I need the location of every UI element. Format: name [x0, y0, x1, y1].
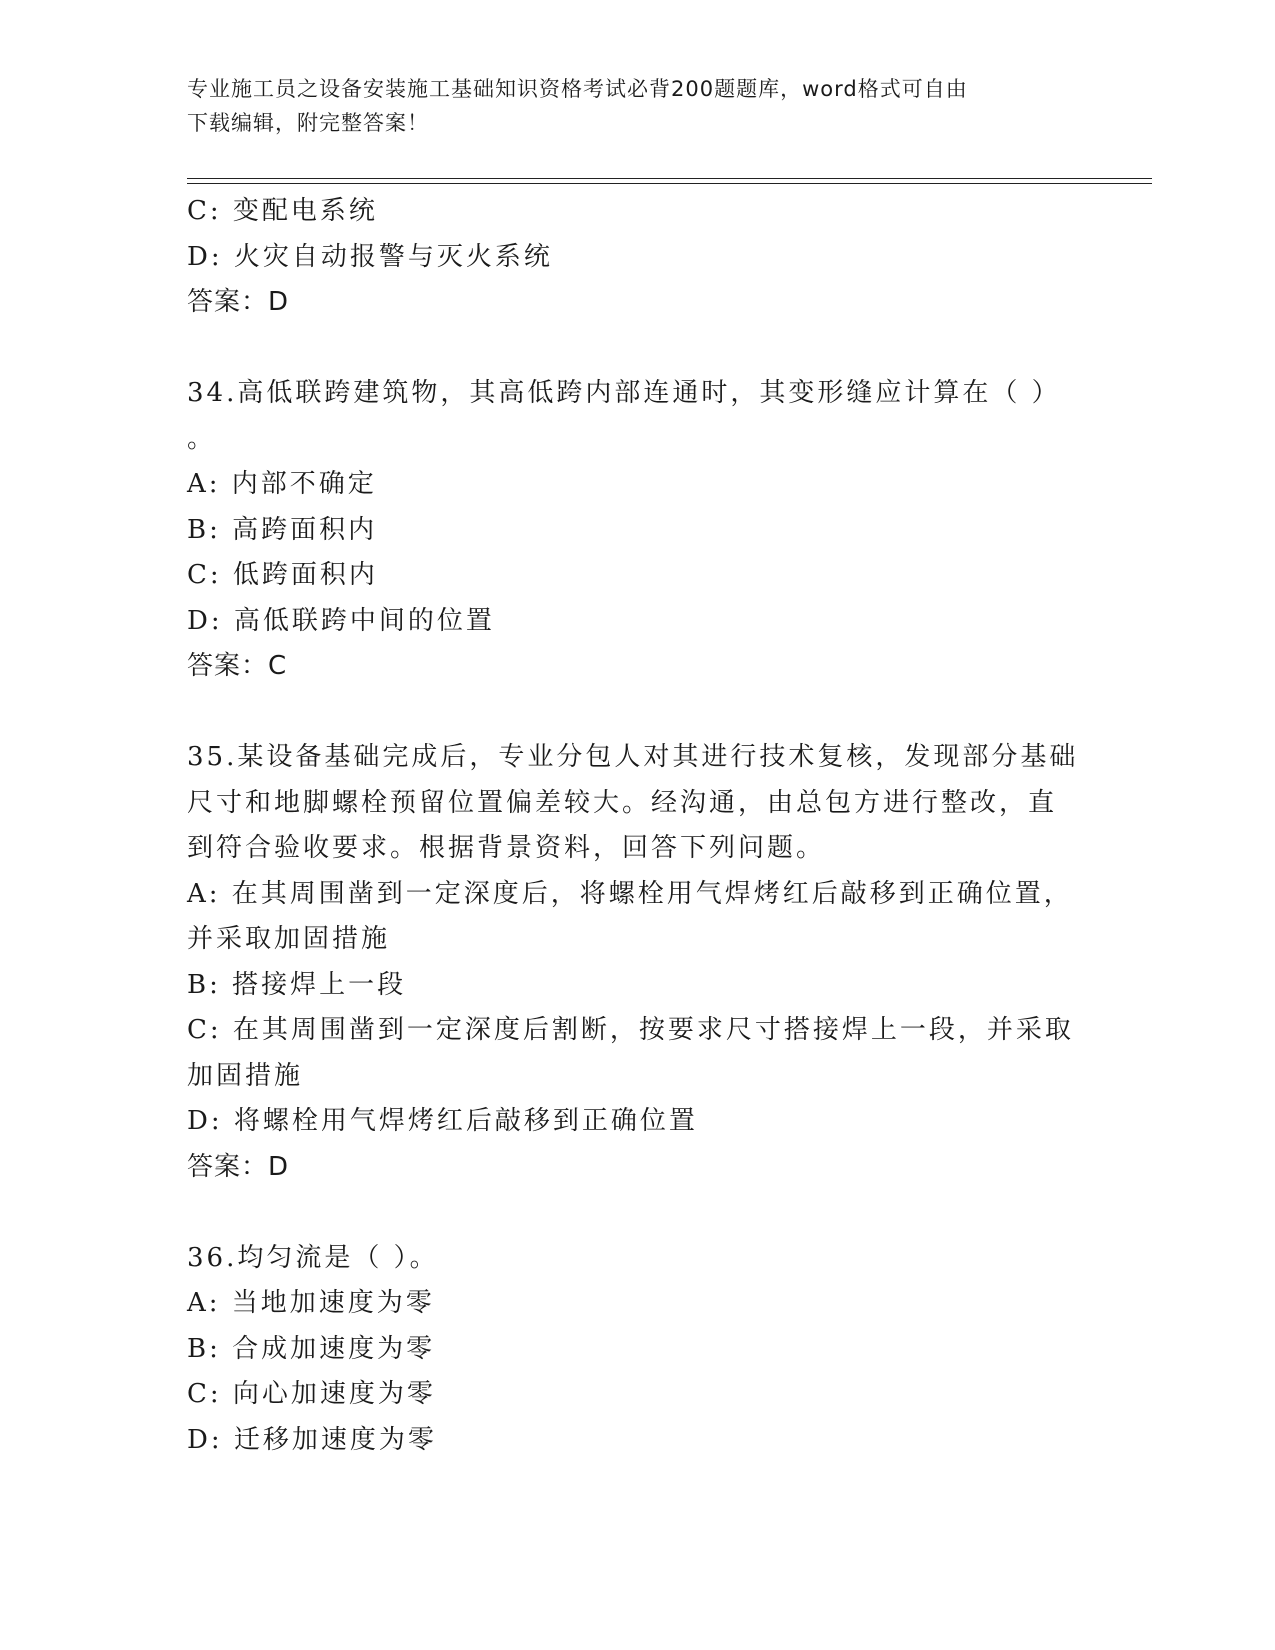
spacer — [187, 326, 1087, 372]
answer-line: 答案：D — [187, 1151, 290, 1182]
question-list — [187, 189, 1087, 1463]
answer-line: 答案：C — [187, 651, 288, 681]
header-divider-top — [187, 178, 1152, 179]
option-c-continued: 加固措施 — [187, 1060, 304, 1091]
question-stem: 35.某设备基础完成后，专业分包人对其进行技术复核，发现部分基础 — [187, 742, 1079, 772]
option-d: D: 高低联跨中间的位置 — [187, 605, 495, 636]
header-divider-bottom — [187, 183, 1152, 184]
question-stem: 34.高低联跨建筑物，其高低跨内部连通时，其变形缝应计算在（ ） — [187, 378, 1061, 408]
option-b: B: 搭接焊上一段 — [187, 969, 407, 1000]
question-stem: 。 — [187, 423, 217, 454]
question-stem: 到符合验收要求。根据背景资料，回答下列问题。 — [187, 833, 826, 863]
question-34 — [187, 371, 1087, 690]
option-a: A: 当地加速度为零 — [187, 1288, 435, 1318]
header-line-2: 下载编辑，附完整答案！ — [187, 111, 429, 135]
question-stem: 尺寸和地脚螺栓预留位置偏差较大。经沟通，由总包方进行整改，直 — [187, 787, 1058, 818]
header-line-1: 专业施工员之设备安装施工基础知识资格考试必背200题题库，word格式可自由 — [187, 77, 968, 101]
option-c: C: 向心加速度为零 — [187, 1379, 436, 1409]
option-a: A: 内部不确定 — [187, 469, 377, 499]
option-d: D: 将螺栓用气焊烤红后敲移到正确位置 — [187, 1106, 698, 1136]
option-c: C: 低跨面积内 — [187, 560, 378, 590]
option-c: C: 变配电系统 — [187, 196, 378, 226]
option-b: B: 合成加速度为零 — [187, 1333, 436, 1364]
option-d: D: 火灾自动报警与灭火系统 — [187, 241, 553, 272]
question-36 — [187, 1236, 1087, 1464]
document-header — [187, 72, 1087, 140]
spacer — [187, 1190, 1087, 1236]
option-d: D: 迁移加速度为零 — [187, 1424, 437, 1455]
option-b: B: 高跨面积内 — [187, 514, 378, 545]
option-a-continued: 并采取加固措施 — [187, 924, 391, 954]
question-35 — [187, 735, 1087, 1190]
option-c: C: 在其周围凿到一定深度后割断，按要求尺寸搭接焊上一段，并采取 — [187, 1015, 1074, 1045]
spacer — [187, 690, 1087, 736]
question-stem: 36.均匀流是（ ）。 — [187, 1242, 439, 1273]
option-a: A: 在其周围凿到一定深度后，将螺栓用气焊烤红后敲移到正确位置， — [187, 878, 1073, 909]
previous-question-tail — [187, 189, 1087, 326]
answer-line: 答案：D — [187, 287, 290, 317]
